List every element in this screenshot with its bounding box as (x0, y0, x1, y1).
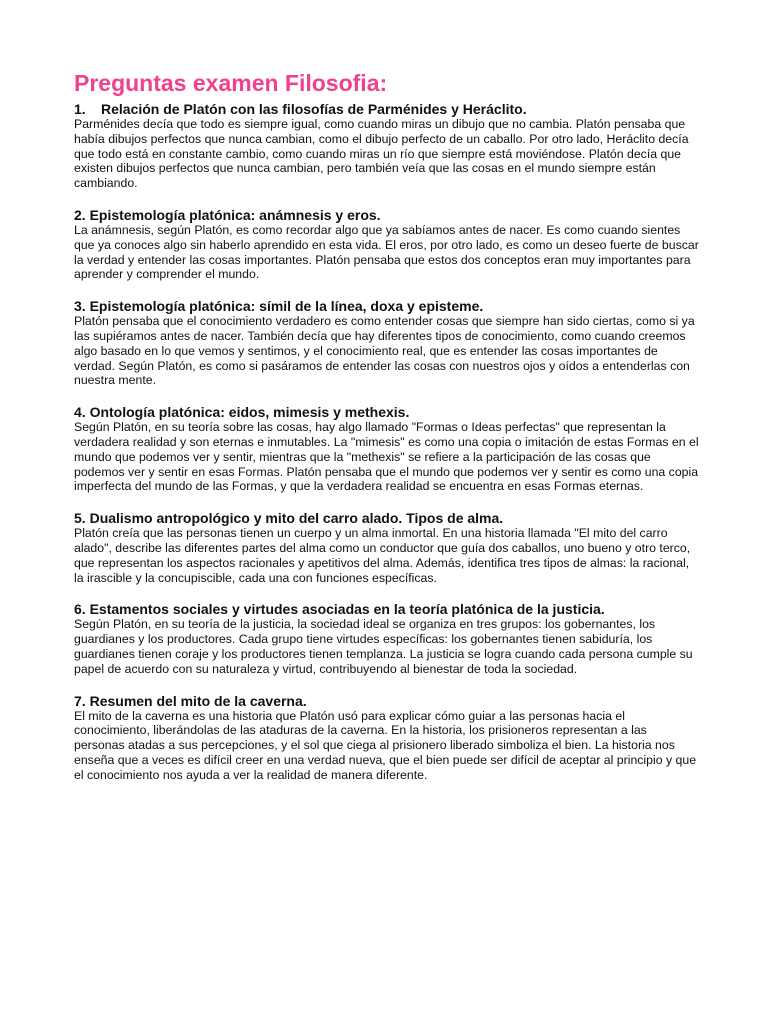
question-2 (74, 207, 700, 282)
question-heading-text: Relación de Platón con las filosofías de Parménides y Heráclito. (101, 101, 527, 117)
question-heading (74, 298, 700, 314)
question-heading-text: Resumen del mito de la caverna. (89, 692, 307, 709)
question-heading-text: Ontología platónica: eidos, mimesis y methexis. (89, 404, 410, 421)
document-title: Preguntas examen Filosofia: (74, 70, 388, 96)
question-3 (74, 298, 700, 388)
question-number: 5. (74, 510, 86, 527)
question-heading-text: Estamentos sociales y virtudes asociadas en la teoría platónica de la justicia. (89, 601, 605, 618)
question-heading-text: Epistemología platónica: anámnesis y eros. (89, 206, 381, 223)
question-7 (74, 693, 700, 783)
question-answer: Parménides decía que todo es siempre igual, como cuando miras un dibujo que no cambia. Platón pensaba que había dibujos perfectos que nunca cambian, como el dibujo perfecto de un caballo. Por otro lado, Heráclito decía que todo está en constante cambio, como cuando miras un río que siempre está moviéndose. Platón decía que existen dibujos perfectos que nunca cambian, pero también veía que las cosas en el mundo siempre están cambiando. (74, 117, 689, 191)
question-heading (74, 404, 700, 420)
question-answer: Platón creía que las personas tienen un cuerpo y un alma inmortal. En una historia llamada "El mito del carro alado", describe las diferentes partes del alma como un conductor que guía dos caballos, uno bueno y otro terco, que representan los aspectos racionales y apetitivos del alma. Además, identifica tres tipos de almas: la racional, la irascible y la concupiscible, cada una con funciones específicas. (74, 526, 691, 585)
question-number: 3. (74, 298, 86, 315)
question-heading-text: Epistemología platónica: símil de la línea, doxa y episteme. (89, 298, 484, 315)
question-number: 4. (74, 404, 86, 421)
document-page (74, 70, 700, 799)
question-number: 1. (74, 101, 86, 117)
question-5 (74, 510, 700, 585)
question-heading (74, 207, 700, 223)
question-heading (74, 693, 700, 709)
question-number: 6. (74, 601, 86, 618)
question-answer: Según Platón, en su teoría sobre las cosas, hay algo llamado "Formas o Ideas perfectas" que representan la verdadera realidad y son eternas e inmutables. La "mimesis" es como una copia o imitación de estas Formas en el mundo que podemos ver y sentir, mientras que la "methexis" se refiere a la participación de las cosas que podemos ver y sentir en esas Formas. Platón pensaba que el mundo que podemos ver y sentir es como una copia imperfecta del mundo de las Formas, y que la verdadera realidad se encuentra en esas Formas eternas. (74, 420, 699, 494)
question-answer: Según Platón, en su teoría de la justicia, la sociedad ideal se organiza en tres grupos: los gobernantes, los guardianes y los productores. Cada grupo tiene virtudes específicas: los gobernantes tienen sabiduría, los guardianes tienen coraje y los productores tienen templanza. La justicia se logra cuando cada persona cumple su papel de acuerdo con su naturaleza y virtud, contribuyendo al bienestar de toda la sociedad. (74, 617, 693, 676)
question-answer: Platón pensaba que el conocimiento verdadero es como entender cosas que siempre han sido ciertas, como si ya las supiéramos antes de nacer. También decía que hay diferentes tipos de conocimiento, como cuando creemos algo basado en lo que vemos y sentimos, y el conocimiento real, que es entender las cosas importantes de verdad. Según Platón, es como si pasáramos de entender las cosas con nuestros ojos y oídos a entenderlas con nuestra mente. (74, 314, 695, 388)
question-number: 7. (74, 692, 86, 709)
question-answer: El mito de la caverna es una historia que Platón usó para explicar cómo guiar a las personas hacia el conocimiento, liberándolas de las ataduras de la caverna. En la historia, los prisioneros representan a las personas atadas a sus percepciones, y el sol que ciega al prisionero liberado simboliza el bien. La historia nos enseña que a veces es difícil creer en una verdad nueva, que el bien puede ser difícil de aceptar al principio y que el conocimiento nos ayuda a ver la realidad de manera diferente. (74, 708, 697, 782)
question-4 (74, 404, 700, 494)
question-6 (74, 601, 700, 676)
question-number: 2. (74, 206, 86, 223)
question-heading-text: Dualismo antropológico y mito del carro alado. Tipos de alma. (89, 510, 504, 527)
question-answer: La anámnesis, según Platón, es como recordar algo que ya sabíamos antes de nacer. Es como cuando sientes que ya conoces algo sin haberlo aprendido en esta vida. El eros, por otro lado, es como un deseo fuerte de buscar la verdad y entender las cosas importantes. Platón pensaba que estos dos conceptos eran muy importantes para aprender y comprender el mundo. (74, 222, 699, 282)
question-heading (74, 101, 700, 117)
question-1 (74, 101, 700, 191)
question-heading (74, 601, 700, 617)
question-heading (74, 510, 700, 526)
